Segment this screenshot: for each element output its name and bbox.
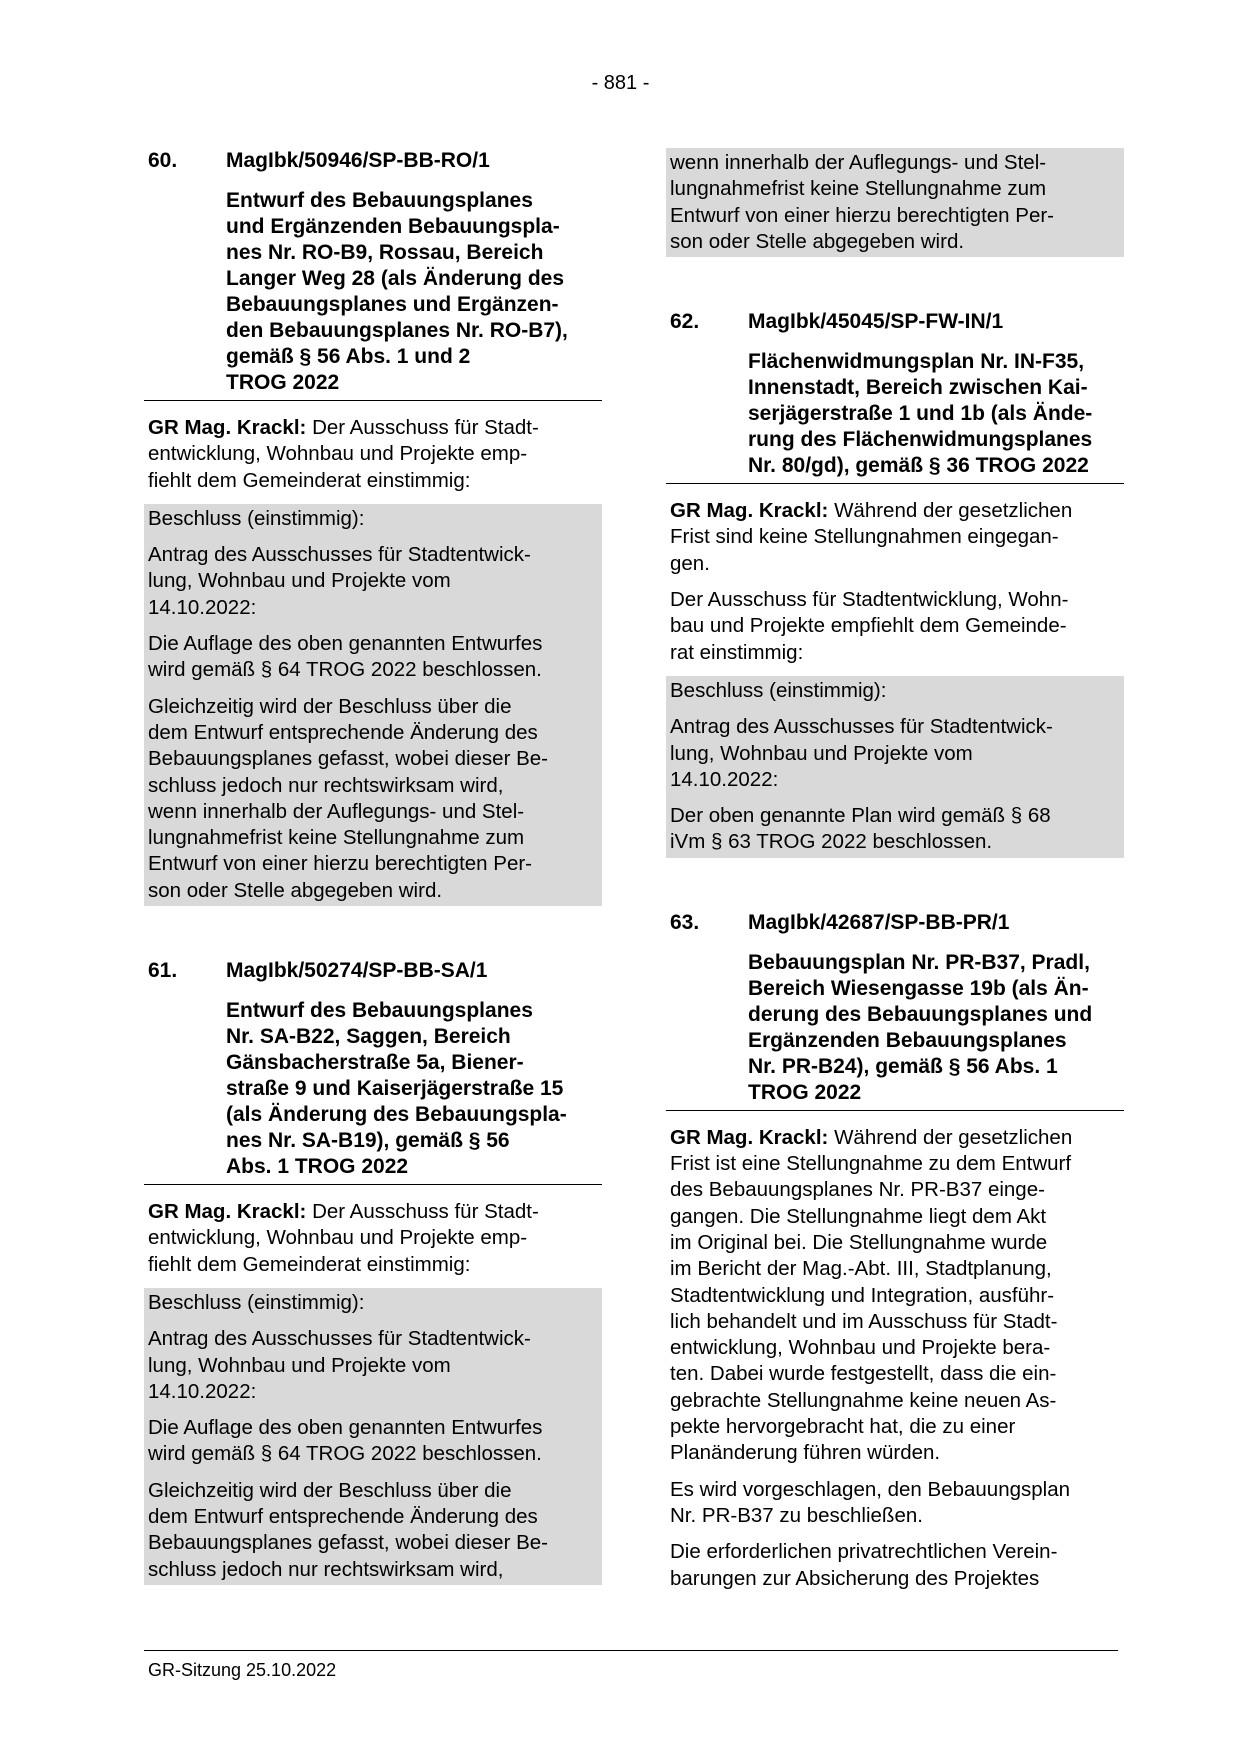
motion-text: Antrag des Ausschusses für Stadtentwick- lung, Wohnbau und Projekte vom 14.10.2022: (670, 715, 1053, 791)
resolution-box (144, 1288, 602, 1585)
page-number: - 881 - (591, 72, 650, 94)
footer-session-date: GR-Sitzung 25.10.2022 (148, 1660, 337, 1680)
item-title: Bebauungsplan Nr. PR-B37, Pradl, Bereich Wiesengasse 19b (als Än- derung des Bebauungsplanes und Ergänzenden Bebauungsplanes Nr. PR-B24), gemäß § 56 Abs. 1 TROG 2022 (666, 936, 1124, 1111)
resolution-box (666, 676, 1124, 858)
speaker-name: GR Mag. Krackl: (148, 1200, 307, 1224)
resolution-heading: Beschluss (einstimmig): (148, 1290, 365, 1314)
speaker-statement: GR Mag. Krackl: Während der gesetzlichen Frist sind keine Stellungnahmen eingegan- gen. (670, 499, 1073, 575)
left-column (144, 148, 602, 1585)
item-reference: MagIbk/50274/SP-BB-SA/1 (226, 959, 488, 983)
agreements-text: Die erforderlichen privatrechtlichen Verein- barungen zur Absicherung des Projektes (670, 1540, 1058, 1590)
display-text: Die Auflage des oben genannten Entwurfes wird gemäß § 64 TROG 2022 beschlossen. (148, 1416, 543, 1466)
item-reference: MagIbk/45045/SP-FW-IN/1 (748, 310, 1004, 334)
speaker-statement: GR Mag. Krackl: Während der gesetzlichen Frist ist eine Stellungnahme zu dem Entwurf des Bebauungsplanes Nr. PR-B37 einge- gangen. Die Stellungnahme liegt dem Akt im Original bei. Die Stellungnahme wurde im Bericht der Mag.-Abt. III, Stadtplanung, Stadtentwicklung und Integration, ausführ- lich behandelt und im Ausschuss für Stadt- entwicklung, Wohnbau und Projekte bera- ten. Dabei wurde festgestellt, dass die ein- gebrachte Stellungnahme keine neuen As- pekte hervorgebracht hat, die zu einer Planänderung führen würden. (670, 1125, 1073, 1465)
motion-text: Antrag des Ausschusses für Stadtentwick- lung, Wohnbau und Projekte vom 14.10.2022: (148, 1327, 531, 1403)
item-number: 62. (670, 310, 700, 334)
resolution-box (144, 504, 602, 906)
item-reference: MagIbk/42687/SP-BB-PR/1 (748, 910, 1010, 934)
item-number: 63. (670, 910, 700, 934)
speaker-name: GR Mag. Krackl: (670, 499, 829, 523)
plan-text: Der oben genannte Plan wird gemäß § 68 iVm § 63 TROG 2022 beschlossen. (670, 804, 1051, 854)
continuation-text: wenn innerhalb der Auflegungs- und Stel- lungnahmefrist keine Stellungnahme zum Entwurf von einer hierzu berechtigten Per- son oder Stelle abgegeben wird. (670, 151, 1055, 253)
agenda-item-63 (666, 910, 1124, 1592)
resolution-heading: Beschluss (einstimmig): (670, 678, 887, 702)
item-title: Entwurf des Bebauungsplanes Nr. SA-B22, Saggen, Bereich Gänsbacherstraße 5a, Biener- straße 9 und Kaiserjägerstraße 15 (als Änderung des Bebauungspla- nes Nr. SA-B19), gemäß § 56 Abs. 1 TROG 2022 (144, 984, 602, 1185)
simultaneous-text: Gleichzeitig wird der Beschluss über die dem Entwurf entsprechende Änderung des Bebauungsplanes gefasst, wobei dieser Be- schluss jedoch nur rechtswirksam wird, wenn innerhalb der Auflegungs- und Stel- lungnahmefrist keine Stellungnahme zum Entwurf von einer hierzu berechtigten Per- son oder Stelle abgegeben wird. (148, 694, 549, 902)
speaker-name: GR Mag. Krackl: (670, 1125, 829, 1149)
agenda-item-62 (666, 309, 1124, 858)
item-number: 61. (148, 959, 178, 983)
item-reference: MagIbk/50946/SP-BB-RO/1 (226, 149, 490, 172)
speaker-name: GR Mag. Krackl: (148, 416, 307, 439)
item-title: Flächenwidmungsplan Nr. IN-F35, Innenstadt, Bereich zwischen Kai- serjägerstraße 1 und 1b (als Ände- rung des Flächenwidmungsplanes Nr. 80/gd), gemäß § 36 TROG 2022 (666, 335, 1124, 484)
footer-divider (144, 1650, 1118, 1651)
display-text: Die Auflage des oben genannten Entwurfes wird gemäß § 64 TROG 2022 beschlossen. (148, 632, 543, 682)
continuation-box (666, 148, 1124, 257)
agenda-item-60 (144, 148, 602, 906)
item-title: Entwurf des Bebauungsplanes und Ergänzenden Bebauungspla- nes Nr. RO-B9, Rossau, Bereich Langer Weg 28 (als Änderung des Bebauungsplanes und Ergänzen- den Bebauungsplanes Nr. RO-B7), gemäß § 56 Abs. 1 und 2 TROG 2022 (144, 174, 602, 401)
agenda-item-61 (144, 958, 602, 1585)
simultaneous-text: Gleichzeitig wird der Beschluss über die dem Entwurf entsprechende Änderung des Bebauungsplanes gefasst, wobei dieser Be- schluss jedoch nur rechtswirksam wird, (148, 1478, 549, 1581)
item-number: 60. (148, 149, 178, 172)
right-column (666, 148, 1124, 1602)
proposal-text: Es wird vorgeschlagen, den Bebauungsplan Nr. PR-B37 zu beschließen. (670, 1477, 1071, 1527)
speaker-statement: GR Mag. Krackl: Der Ausschuss für Stadt- entwicklung, Wohnbau und Projekte emp- fiehlt dem Gemeinderat einstimmig: (148, 416, 539, 492)
resolution-heading: Beschluss (einstimmig): (148, 506, 365, 530)
speaker-statement: GR Mag. Krackl: Der Ausschuss für Stadt- entwicklung, Wohnbau und Projekte emp- fiehlt dem Gemeinderat einstimmig: (148, 1200, 539, 1276)
motion-text: Antrag des Ausschusses für Stadtentwick- lung, Wohnbau und Projekte vom 14.10.2022: (148, 543, 531, 619)
committee-recommendation: Der Ausschuss für Stadtentwicklung, Wohn- bau und Projekte empfiehlt dem Gemeinde- rat einstimmig: (670, 588, 1069, 664)
